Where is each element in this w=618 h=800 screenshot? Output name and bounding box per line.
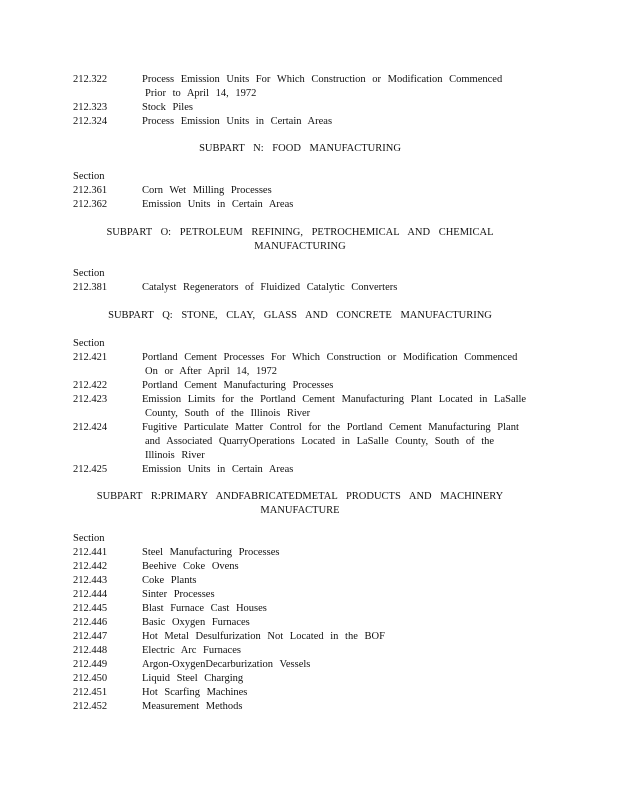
section-title-line: Process Emission Units For Which Construction or Modification Commenced [142,74,503,85]
subpart-heading: SUBPART Q: STONE, CLAY, GLASS AND CONCRETE MANUFACTURING [108,310,492,321]
toc-entry [73,101,543,115]
subpart-heading: MANUFACTURING [254,241,346,252]
section-label: Section [73,268,105,279]
section-title-line: Emission Limits for the Portland Cement Manufacturing Plant Located in LaSalle [142,394,527,405]
section-title [142,379,543,393]
section-title [142,574,543,588]
section-title-line: Emission Units in Certain Areas [142,199,294,210]
toc-entry [73,184,543,198]
toc-entry [73,463,543,477]
toc-entry [73,602,543,616]
section-title-line: Portland Cement Processes For Which Construction or Modification Commenced [142,352,518,363]
section-title-line: Prior to April 14, 1972 [145,88,257,99]
toc-entry [73,658,543,672]
section-label: Section [73,171,105,182]
section-number: 212.444 [73,589,108,600]
section-title-line: Blast Furnace Cast Houses [142,603,267,614]
section-title [142,588,543,602]
toc-entry [73,351,543,379]
section-title [142,184,543,198]
section-number: 212.446 [73,617,108,628]
section-title [142,101,543,115]
section-title [142,463,543,477]
section-title-line: Hot Scarfing Machines [142,687,248,698]
toc-entry [73,379,543,393]
section-title-line: Hot Metal Desulfurization Not Located in the BOF [142,631,385,642]
section-title-line: Illinois River [145,450,205,461]
toc-entry [73,588,543,602]
section-title [142,351,543,379]
section-title-line: Liquid Steel Charging [142,673,244,684]
section-label: Section [73,533,105,544]
section-title [142,198,543,212]
toc-entry [73,73,543,101]
section-label: Section [73,338,105,349]
section-title [142,644,543,658]
toc-entry [73,546,543,560]
section-number: 212.443 [73,575,108,586]
subpart-heading: SUBPART O: PETROLEUM REFINING, PETROCHEMICAL AND CHEMICAL [106,227,494,238]
section-title-line: Fugitive Particulate Matter Control for the Portland Cement Manufacturing Plant [142,422,519,433]
toc-entry [73,616,543,630]
section-title-line: Sinter Processes [142,589,215,600]
toc-entry [73,115,543,129]
section-title-line: Portland Cement Manufacturing Processes [142,380,334,391]
toc-entry [73,672,543,686]
section-number: 212.441 [73,547,108,558]
section-title [142,546,543,560]
section-title-line: Basic Oxygen Furnaces [142,617,250,628]
section-title-line: Steel Manufacturing Processes [142,547,280,558]
section-title-line: Beehive Coke Ovens [142,561,239,572]
section-number: 212.424 [73,422,108,433]
subpart-heading: SUBPART R:PRIMARY ANDFABRICATEDMETAL PRODUCTS AND MACHINERY [96,491,504,502]
toc-entry [73,686,543,700]
section-number: 212.381 [73,282,108,293]
section-title [142,560,543,574]
toc-entry [73,421,543,463]
section-title-line: Electric Arc Furnaces [142,645,241,656]
section-number: 212.452 [73,701,108,712]
section-number: 212.322 [73,74,108,85]
section-title [142,421,543,463]
section-number: 212.362 [73,199,108,210]
section-title [142,73,543,101]
section-number: 212.448 [73,645,108,656]
section-title-line: Measurement Methods [142,701,243,712]
section-title [142,393,543,421]
section-title [142,700,543,714]
section-title [142,658,543,672]
section-title-line: and Associated QuarryOperations Located in LaSalle County, South of the [145,436,495,447]
section-title [142,616,543,630]
section-title-line: County, South of the Illinois River [145,408,311,419]
section-number: 212.423 [73,394,108,405]
section-title [142,672,543,686]
section-number: 212.422 [73,380,108,391]
toc-entry [73,281,543,295]
section-number: 212.421 [73,352,108,363]
toc-entry [73,198,543,212]
section-title-line: Coke Plants [142,575,197,586]
section-number: 212.425 [73,464,108,475]
toc-entry [73,700,543,714]
toc-entry [73,644,543,658]
section-number: 212.447 [73,631,108,642]
subpart-heading: MANUFACTURE [260,505,340,516]
section-number: 212.323 [73,102,108,113]
toc-entry [73,630,543,644]
section-number: 212.450 [73,673,108,684]
section-title [142,281,543,295]
subpart-heading: SUBPART N: FOOD MANUFACTURING [199,143,401,154]
toc-entry [73,574,543,588]
toc-entry [73,560,543,574]
section-number: 212.451 [73,687,108,698]
section-title-line: Process Emission Units in Certain Areas [142,116,333,127]
section-number: 212.445 [73,603,108,614]
section-title-line: Argon-OxygenDecarburization Vessels [142,659,311,670]
section-title-line: Catalyst Regenerators of Fluidized Catalytic Converters [142,282,398,293]
section-title-line: On or After April 14, 1972 [145,366,277,377]
section-number: 212.449 [73,659,108,670]
toc-entry [73,393,543,421]
section-title [142,686,543,700]
section-number: 212.324 [73,116,108,127]
section-title-line: Stock Piles [142,102,193,113]
section-number: 212.361 [73,185,108,196]
section-title-line: Corn Wet Milling Processes [142,185,272,196]
section-title-line: Emission Units in Certain Areas [142,464,294,475]
section-number: 212.442 [73,561,108,572]
section-title [142,602,543,616]
section-title [142,115,543,129]
section-title [142,630,543,644]
